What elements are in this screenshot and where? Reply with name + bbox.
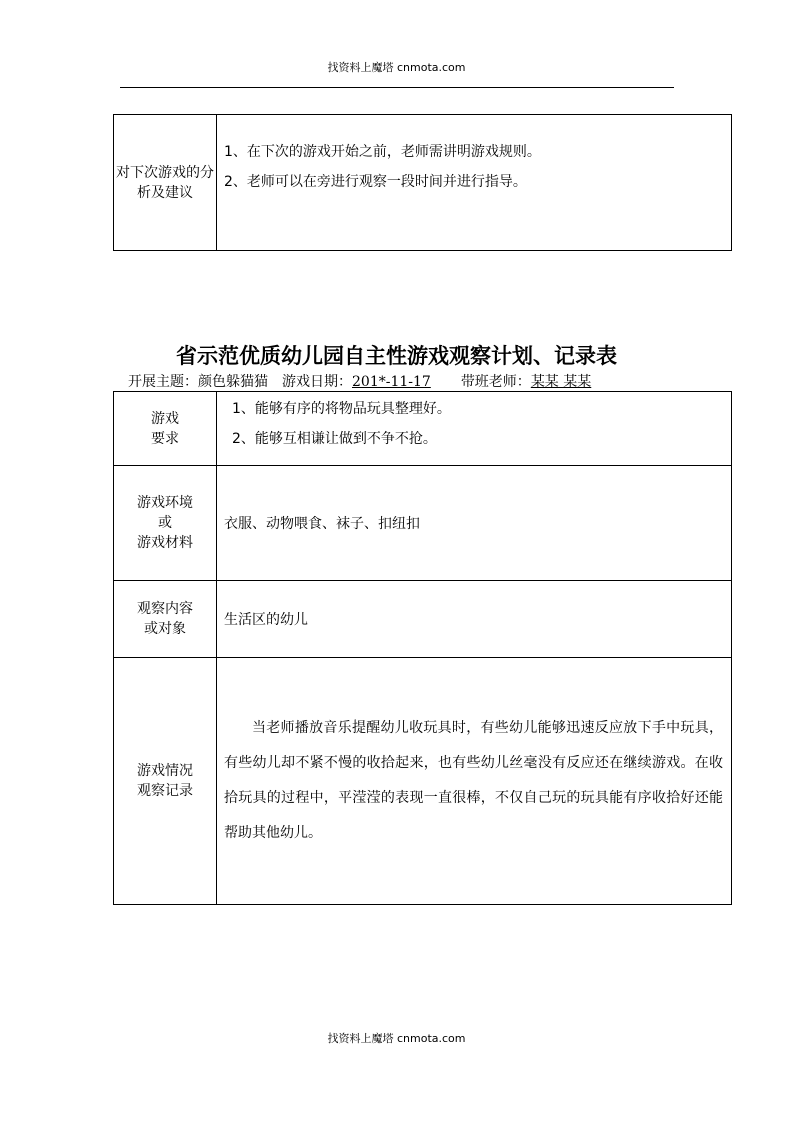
materials-label [114, 466, 217, 581]
date-label: 游戏日期： [282, 374, 352, 390]
record-label [114, 658, 217, 905]
requirements-label-line-2: 要求 [151, 430, 179, 447]
requirements-line-2: 2、能够互相谦让做到不争不抢。 [232, 431, 437, 447]
materials-content: 衣服、动物喂食、袜子、扣纽扣 [217, 466, 732, 581]
record-row [114, 658, 732, 905]
record-label-line-2: 观察记录 [137, 783, 193, 799]
requirements-line-1: 1、能够有序的将物品玩具整理好。 [232, 401, 451, 417]
theme-label: 开展主题： [128, 374, 198, 390]
teacher-label: 带班老师： [460, 374, 531, 390]
analysis-content [217, 115, 732, 251]
materials-row [114, 466, 732, 581]
page-footer: 找资料上魔塔 cnmota.com [327, 1032, 466, 1045]
record-content: 当老师播放音乐提醒幼儿收玩具时，有些幼儿能够迅速反应放下手中玩具，有些幼儿却不紧不慢的收拾起来，也有些幼儿丝毫没有反应还在继续游戏。在收拾玩具的过程中，平滢滢的表现一直很棒，不仅自己玩的玩具能有序收拾好还能帮助其他幼儿。 [217, 658, 732, 905]
subject-row [114, 581, 732, 658]
subject-label-line-1: 观察内容 [137, 601, 193, 617]
analysis-label: 对下次游戏的分析及建议 [114, 115, 217, 251]
record-label-line-1: 游戏情况 [137, 763, 193, 779]
materials-label-line-3: 游戏材料 [137, 535, 193, 551]
teacher-value: 某某 某某 [530, 374, 592, 390]
requirements-label [114, 392, 217, 466]
requirements-content [217, 392, 732, 466]
form-meta [128, 371, 591, 391]
analysis-line-2: 2、老师可以在旁进行观察一段时间并进行指导。 [224, 174, 527, 190]
date-value: 201*-11-17 [352, 374, 431, 390]
subject-label [114, 581, 217, 658]
analysis-table [113, 114, 732, 251]
subject-label-line-2: 或对象 [144, 621, 186, 637]
header-divider [120, 87, 674, 88]
observation-table [113, 391, 732, 905]
analysis-line-1: 1、在下次的游戏开始之前，老师需讲明游戏规则。 [224, 144, 541, 160]
materials-label-line-1: 游戏环境 [137, 495, 193, 511]
form-title: 省示范优质幼儿园自主性游戏观察计划、记录表 [176, 343, 617, 368]
materials-label-line-2: 或 [158, 515, 172, 531]
theme-value: 颜色躲猫猫 [198, 374, 268, 390]
requirements-label-line-1: 游戏 [151, 410, 179, 427]
analysis-row [114, 115, 732, 251]
requirements-row [114, 392, 732, 466]
page-header: 找资料上魔塔 cnmota.com [327, 61, 466, 74]
subject-content: 生活区的幼儿 [217, 581, 732, 658]
